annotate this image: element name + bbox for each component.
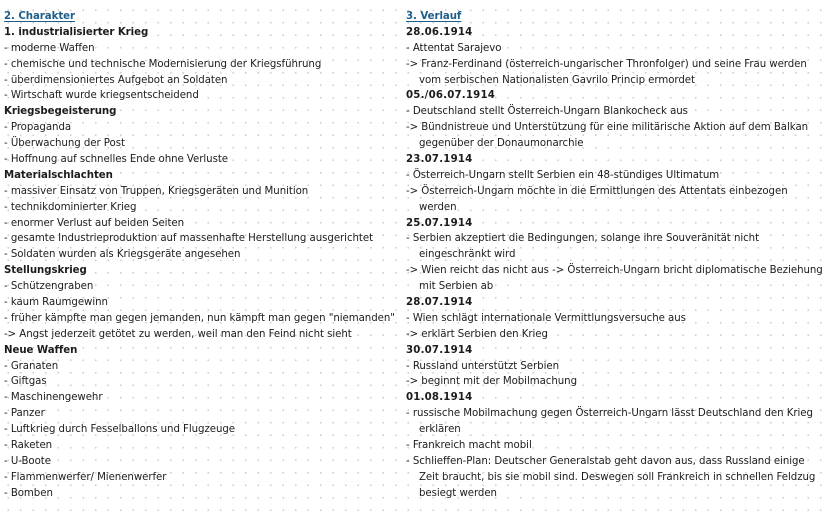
charakter-group: [4, 104, 396, 168]
event-line: mit Serbien ab: [419, 281, 494, 293]
event-line: - Österreich-Ungarn stellt Serbien ein 48-stündiges Ultimatum: [406, 169, 720, 181]
event-line: - russische Mobilmachung gegen Österreich-Ungarn lässt Deutschland den Krieg: [406, 408, 813, 420]
event-line: werden: [419, 201, 457, 213]
list-item: - massiver Einsatz von Truppen, Kriegsgeräten und Munition: [4, 185, 309, 197]
event-line: -> beginnt mit der Mobilmachung: [406, 376, 577, 388]
charakter-group: [4, 168, 396, 263]
list-item: - Luftkrieg durch Fesselballons und Flugzeuge: [4, 424, 236, 436]
list-item: - gesamte Industrieproduktion auf massenhafte Herstellung ausgerichtet: [4, 233, 374, 245]
event-line: - Serbien akzeptiert die Bedingungen, solange ihre Souveränität nicht: [406, 233, 760, 245]
event-date: 05./06.07.1914: [406, 90, 496, 102]
verlauf-timeline: [406, 25, 824, 502]
event-date: 23.07.1914: [406, 154, 473, 166]
charakter-group: [4, 343, 396, 502]
event-line: - Wien schlägt internationale Vermittlungsversuche aus: [406, 312, 686, 324]
section-title-charakter: 2. Charakter: [4, 11, 75, 22]
list-item: - überdimensioniertes Aufgebot an Soldaten: [4, 74, 228, 86]
timeline-event: [406, 343, 824, 391]
group-heading: Kriegsbegeisterung: [4, 106, 117, 118]
event-date: 30.07.1914: [406, 344, 473, 356]
timeline-event: [406, 390, 824, 501]
event-line: eingeschränkt wird: [419, 249, 516, 261]
list-item: - enormer Verlust auf beiden Seiten: [4, 217, 185, 229]
list-item: - Schützengraben: [4, 281, 94, 293]
list-item: - Raketen: [4, 440, 53, 452]
event-line: - Frankreich macht mobil: [406, 440, 532, 452]
event-date: 28.07.1914: [406, 297, 473, 309]
column-verlauf: [406, 9, 824, 502]
list-item: - Propaganda: [4, 122, 72, 134]
list-item: - Giftgas: [4, 376, 47, 388]
event-line: -> Bündnistreue und Unterstützung für eine militärische Aktion auf dem Balkan: [406, 122, 809, 134]
event-line: gegenüber der Donaumonarchie: [419, 138, 584, 150]
event-line: - Schlieffen-Plan: Deutscher Generalstab geht davon aus, dass Russland einige: [406, 455, 805, 467]
list-item: - Flammenwerfer/ Mienenwerfer: [4, 471, 167, 483]
list-item: -> Angst jederzeit getötet zu werden, weil man den Feind nicht sieht: [4, 328, 352, 340]
list-item: - Soldaten wurden als Kriegsgeräte angesehen: [4, 249, 241, 261]
timeline-event: [406, 216, 824, 295]
list-item: - Maschinengewehr: [4, 392, 103, 404]
event-line: besiegt werden: [419, 487, 497, 499]
group-heading: Stellungskrieg: [4, 265, 87, 277]
list-item: - Granaten: [4, 360, 59, 372]
event-date: 28.06.1914: [406, 26, 473, 38]
group-heading: 1. industrialisierter Krieg: [4, 26, 149, 38]
timeline-event: [406, 25, 824, 89]
list-item: - moderne Waffen: [4, 42, 95, 54]
list-item: - chemische und technische Modernisierung der Kriegsführung: [4, 58, 322, 70]
timeline-event: [406, 295, 824, 343]
group-heading: Neue Waffen: [4, 344, 78, 356]
event-line: Zeit braucht, bis sie mobil sind. Deswegen soll Frankreich in schnellen Feldzug: [419, 471, 816, 483]
event-line: - Attentat Sarajevo: [406, 42, 502, 54]
list-item: - Bomben: [4, 487, 53, 499]
event-date: 01.08.1914: [406, 392, 473, 404]
list-item: - früher kämpfte man gegen jemanden, nun kämpft man gegen "niemanden": [4, 312, 395, 324]
column-charakter: [4, 9, 396, 502]
event-line: -> Wien reicht das nicht aus -> Österreich-Ungarn bricht diplomatische Beziehung: [406, 265, 823, 277]
event-line: - Deutschland stellt Österreich-Ungarn Blankocheck aus: [406, 106, 688, 118]
event-line: - Russland unterstützt Serbien: [406, 360, 559, 372]
charakter-group: [4, 263, 396, 342]
event-line: -> erklärt Serbien den Krieg: [406, 328, 548, 340]
list-item: - Wirtschaft wurde kriegsentscheidend: [4, 90, 199, 102]
list-item: - Hoffnung auf schnelles Ende ohne Verluste: [4, 154, 229, 166]
charakter-list: [4, 25, 396, 502]
list-item: - U-Boote: [4, 455, 51, 467]
event-line: -> Österreich-Ungarn möchte in die Ermittlungen des Attentats einbezogen: [406, 185, 788, 197]
list-item: - Panzer: [4, 408, 45, 420]
event-line: -> Franz-Ferdinand (österreich-ungarischer Thronfolger) und seine Frau werden: [406, 58, 807, 70]
group-heading: Materialschlachten: [4, 169, 113, 181]
section-title-verlauf: 3. Verlauf: [406, 11, 462, 22]
charakter-group: [4, 25, 396, 104]
list-item: - Überwachung der Post: [4, 138, 125, 150]
event-line: vom serbischen Nationalisten Gavrilo Princip ermordet: [419, 74, 695, 86]
event-date: 25.07.1914: [406, 217, 473, 229]
timeline-event: [406, 88, 824, 152]
list-item: - technikdominierter Krieg: [4, 201, 137, 213]
list-item: - kaum Raumgewinn: [4, 297, 108, 309]
timeline-event: [406, 152, 824, 216]
event-line: erklären: [419, 424, 461, 436]
